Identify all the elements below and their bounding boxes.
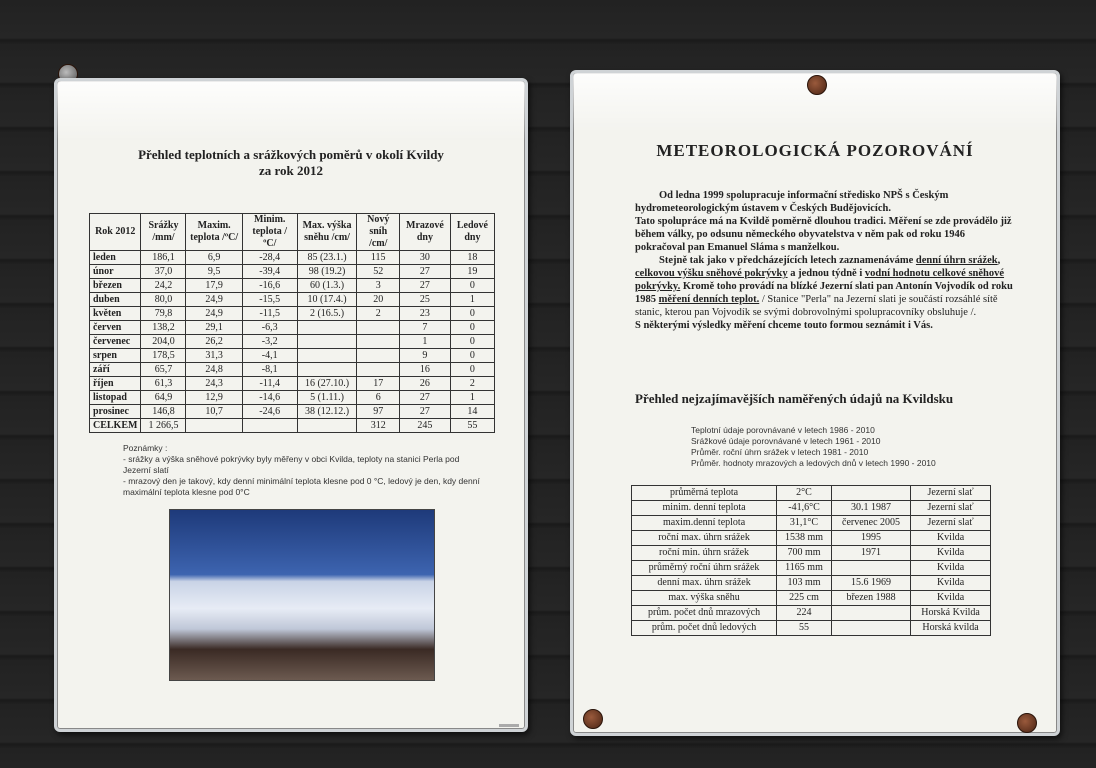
record-cell: 103 mm: [777, 576, 832, 591]
table-cell: 1 266,5: [141, 419, 186, 433]
record-cell: Horská Kvilda: [911, 606, 991, 621]
record-cell: prům. počet dnů ledových: [632, 621, 777, 636]
table-cell: [297, 419, 357, 433]
text: ,: [997, 255, 1001, 266]
screw-icon: [583, 709, 603, 729]
table-cell: 2: [450, 377, 494, 391]
text: Stejně tak jako v předcházejících letech zaznamenáváme: [659, 255, 916, 266]
period-1: Teplotní údaje porovnávané v letech 1986 - 2010: [691, 425, 875, 435]
record-cell: [831, 561, 910, 576]
table-cell: 204,0: [141, 335, 186, 349]
record-cell: roční min. úhrn srážek: [632, 546, 777, 561]
table-cell: 18: [450, 251, 494, 265]
table-cell: 25: [400, 293, 451, 307]
record-row: [632, 486, 991, 501]
table-cell: 14: [450, 405, 494, 419]
column-header: Srážky /mm/: [141, 214, 186, 251]
table-row: [90, 405, 495, 419]
table-cell: -14,6: [242, 391, 297, 405]
table-cell: -11,5: [242, 307, 297, 321]
table-cell: 30: [400, 251, 451, 265]
table-cell: 31,3: [186, 349, 242, 363]
record-cell: Jezerní slať: [911, 501, 991, 516]
record-cell: maxim.denní teplota: [632, 516, 777, 531]
table-cell: 38 (12.12.): [297, 405, 357, 419]
screw-icon: [807, 75, 827, 95]
table-cell: 85 (23.1.): [297, 251, 357, 265]
record-cell: 31,1°C: [777, 516, 832, 531]
month-cell: červen: [90, 321, 141, 335]
table-cell: 27: [400, 265, 451, 279]
table-cell: -24,6: [242, 405, 297, 419]
table-row: [90, 335, 495, 349]
table-cell: 0: [450, 307, 494, 321]
table-cell: -15,5: [242, 293, 297, 307]
record-row: [632, 516, 991, 531]
month-cell: únor: [90, 265, 141, 279]
record-cell: [831, 621, 910, 636]
month-cell: srpen: [90, 349, 141, 363]
text: / Stanice "Perla" na Jezerní slati je součástí rozsáhlé sítě stanic, kterou pan Vojvodík se svými dobrovolnými spolupracovníky obsluhuje /.: [635, 294, 998, 318]
sheet-title: METEOROLOGICKÁ POZOROVÁNÍ: [656, 141, 974, 160]
table-cell: 0: [450, 279, 494, 293]
table-cell: 97: [357, 405, 400, 419]
periods: [691, 425, 936, 469]
table-cell: 65,7: [141, 363, 186, 377]
record-cell: Kvilda: [911, 531, 991, 546]
month-cell: prosinec: [90, 405, 141, 419]
table-cell: 1: [400, 335, 451, 349]
record-cell: 55: [777, 621, 832, 636]
table-cell: [357, 349, 400, 363]
text: vodní hodnotu celkové sněhové pokrývky.: [635, 268, 1005, 292]
table-cell: 2 (16.5.): [297, 307, 357, 321]
table-cell: 7: [400, 321, 451, 335]
table-cell: -39,4: [242, 265, 297, 279]
month-cell: květen: [90, 307, 141, 321]
record-cell: 224: [777, 606, 832, 621]
text: měření denních teplot.: [658, 294, 760, 305]
table-cell: [357, 321, 400, 335]
record-cell: max. výška sněhu: [632, 591, 777, 606]
table-cell: 0: [450, 349, 494, 363]
table-cell: 1: [450, 391, 494, 405]
table-cell: 79,8: [141, 307, 186, 321]
table-cell: 24,9: [186, 307, 242, 321]
description: [635, 189, 1013, 332]
table-cell: 1: [450, 293, 494, 307]
records-table: [631, 485, 991, 636]
table-row: [90, 251, 495, 265]
label-strip: [499, 724, 519, 727]
table-cell: 10,7: [186, 405, 242, 419]
screw-icon: [1017, 713, 1037, 733]
month-cell: březen: [90, 279, 141, 293]
text: denní úhrn srážek: [915, 255, 998, 266]
record-row: [632, 621, 991, 636]
month-cell: CELKEM: [90, 419, 141, 433]
month-cell: červenec: [90, 335, 141, 349]
record-cell: 225 cm: [777, 591, 832, 606]
table-cell: 6,9: [186, 251, 242, 265]
note-2: - mrazový den je takový, kdy denní minimální teplota klesne pod 0 °C, ledový je den, kdy denní maximální teplota klesne pod 0°C: [123, 476, 480, 497]
table-cell: 16: [400, 363, 451, 377]
table-cell: 20: [357, 293, 400, 307]
section-title: Přehled nejzajímavějších naměřených údajů na Kvildsku: [635, 391, 954, 406]
period-4: Průměr. hodnoty mrazových a ledových dnů v letech 1990 - 2010: [691, 458, 936, 468]
column-header: Mrazové dny: [400, 214, 451, 251]
record-row: [632, 501, 991, 516]
table-cell: 26,2: [186, 335, 242, 349]
record-cell: Jezerní slať: [911, 516, 991, 531]
table-cell: 12,9: [186, 391, 242, 405]
paragraph-4: S některými výsledky měření chceme touto formou seznámit i Vás.: [635, 320, 933, 331]
table-cell: 24,9: [186, 293, 242, 307]
table-header: [90, 214, 495, 251]
notes-title: Poznámky :: [123, 443, 168, 453]
paragraph-3: [635, 254, 1013, 319]
table-cell: 9,5: [186, 265, 242, 279]
table-row: [90, 307, 495, 321]
table-cell: 0: [450, 363, 494, 377]
month-cell: listopad: [90, 391, 141, 405]
table-cell: 6: [357, 391, 400, 405]
record-cell: 1995: [831, 531, 910, 546]
table-cell: 0: [450, 321, 494, 335]
record-cell: 15.6 1969: [831, 576, 910, 591]
month-cell: říjen: [90, 377, 141, 391]
notes: [123, 443, 483, 498]
table-cell: 19: [450, 265, 494, 279]
record-cell: 2°C: [777, 486, 832, 501]
table-cell: 27: [400, 391, 451, 405]
record-row: [632, 531, 991, 546]
table-cell: 64,9: [141, 391, 186, 405]
table-cell: 178,5: [141, 349, 186, 363]
record-cell: [831, 606, 910, 621]
column-header: Minim. teplota /ºC/: [242, 214, 297, 251]
record-cell: 1165 mm: [777, 561, 832, 576]
column-header: Ledové dny: [450, 214, 494, 251]
record-cell: -41,6°C: [777, 501, 832, 516]
record-cell: minim. denní teplota: [632, 501, 777, 516]
record-cell: 700 mm: [777, 546, 832, 561]
record-cell: roční max. úhrn srážek: [632, 531, 777, 546]
column-header: Max. výška sněhu /cm/: [297, 214, 357, 251]
month-cell: leden: [90, 251, 141, 265]
table-cell: 24,2: [141, 279, 186, 293]
table-row: [90, 377, 495, 391]
glare: [57, 81, 525, 141]
month-cell: září: [90, 363, 141, 377]
record-cell: červenec 2005: [831, 516, 910, 531]
table-cell: [186, 419, 242, 433]
table-row: [90, 279, 495, 293]
column-header: Maxim. teplota /ºC/: [186, 214, 242, 251]
record-cell: 30.1 1987: [831, 501, 910, 516]
table-cell: 3: [357, 279, 400, 293]
record-cell: březen 1988: [831, 591, 910, 606]
table-cell: 312: [357, 419, 400, 433]
table-cell: 60 (1.3.): [297, 279, 357, 293]
table-cell: 27: [400, 405, 451, 419]
record-cell: průměrný roční úhrn srážek: [632, 561, 777, 576]
column-header: Nový sníh /cm/: [357, 214, 400, 251]
table-cell: 55: [450, 419, 494, 433]
paragraph-2: Tato spolupráce má na Kvildě poměrně dlouhou tradici. Měření se zde provádělo již během války, po odsunu německého obyvatelstva v něm pak od roku 1946 pokračoval pan Emanuel Sláma s manželkou.: [635, 216, 1012, 253]
table-cell: 115: [357, 251, 400, 265]
sheet-title: Přehled teplotních a srážkových poměrů v okolí Kvildy: [138, 147, 444, 162]
table-cell: -4,1: [242, 349, 297, 363]
table-cell: 245: [400, 419, 451, 433]
record-cell: Kvilda: [911, 591, 991, 606]
table-cell: [357, 363, 400, 377]
table-cell: 146,8: [141, 405, 186, 419]
table-cell: [357, 335, 400, 349]
table-cell: 2: [357, 307, 400, 321]
table-cell: -6,3: [242, 321, 297, 335]
note-1: - srážky a výška sněhové pokrývky byly měřeny v obci Kvilda, teploty na stanici Perla pod Jezerní slatí: [123, 454, 460, 475]
record-row: [632, 546, 991, 561]
record-row: [632, 606, 991, 621]
table-cell: 61,3: [141, 377, 186, 391]
record-row: [632, 591, 991, 606]
period-2: Srážkové údaje porovnávané v letech 1961 - 2010: [691, 436, 881, 446]
table-cell: 138,2: [141, 321, 186, 335]
table-row: [90, 293, 495, 307]
table-cell: -3,2: [242, 335, 297, 349]
table-cell: 80,0: [141, 293, 186, 307]
table-row: [90, 349, 495, 363]
record-cell: [831, 486, 910, 501]
table-cell: 24,3: [186, 377, 242, 391]
table-cell: 186,1: [141, 251, 186, 265]
winter-station-photo: [169, 509, 435, 681]
sheet-subtitle: za rok 2012: [258, 163, 324, 178]
record-row: [632, 576, 991, 591]
table-cell: 27: [400, 279, 451, 293]
table-cell: 5 (1.11.): [297, 391, 357, 405]
text: celkovou výšku sněhové pokrývky: [635, 268, 788, 279]
month-cell: duben: [90, 293, 141, 307]
table-cell: 26: [400, 377, 451, 391]
text: a jednou týdně i: [787, 268, 865, 279]
table-cell: 23: [400, 307, 451, 321]
table-cell: [242, 419, 297, 433]
climate-table: [89, 213, 495, 433]
table-cell: [297, 321, 357, 335]
record-cell: 1971: [831, 546, 910, 561]
table-cell: 37,0: [141, 265, 186, 279]
record-cell: Kvilda: [911, 561, 991, 576]
table-cell: 17: [357, 377, 400, 391]
table-cell: -16,6: [242, 279, 297, 293]
table-cell: 29,1: [186, 321, 242, 335]
record-row: [632, 561, 991, 576]
record-cell: Jezerní slať: [911, 486, 991, 501]
table-cell: -11,4: [242, 377, 297, 391]
table-cell: 98 (19.2): [297, 265, 357, 279]
table-row: [90, 265, 495, 279]
table-cell: 52: [357, 265, 400, 279]
record-cell: denní max. úhrn srážek: [632, 576, 777, 591]
table-cell: -8,1: [242, 363, 297, 377]
table-cell: 10 (17.4.): [297, 293, 357, 307]
table-cell: 16 (27.10.): [297, 377, 357, 391]
table-row: [90, 321, 495, 335]
text: Kromě toho provádí na blízké Jezerní slati pan Antonín Vojvodík od roku 1985: [635, 281, 1013, 305]
record-cell: Kvilda: [911, 576, 991, 591]
record-cell: průměrná teplota: [632, 486, 777, 501]
meteorology-sheet: [570, 70, 1060, 736]
record-cell: 1538 mm: [777, 531, 832, 546]
table-cell: [297, 349, 357, 363]
table-row: [90, 419, 495, 433]
paragraph-1: Od ledna 1999 spolupracuje informační středisko NPŠ s Českým hydrometeorologickým ústavem v Českých Budějovicích.: [635, 190, 949, 214]
column-header: Rok 2012: [90, 214, 141, 251]
table-cell: 9: [400, 349, 451, 363]
table-row: [90, 363, 495, 377]
table-cell: -28,4: [242, 251, 297, 265]
record-cell: prům. počet dnů mrazových: [632, 606, 777, 621]
table-cell: 24,8: [186, 363, 242, 377]
table-cell: 0: [450, 335, 494, 349]
record-cell: Kvilda: [911, 546, 991, 561]
table-row: [90, 391, 495, 405]
table-cell: [297, 335, 357, 349]
table-cell: 17,9: [186, 279, 242, 293]
period-3: Průměr. roční úhrn srážek v letech 1981 - 2010: [691, 447, 869, 457]
table-cell: [297, 363, 357, 377]
climate-table-sheet: [54, 78, 528, 732]
record-cell: Horská kvilda: [911, 621, 991, 636]
